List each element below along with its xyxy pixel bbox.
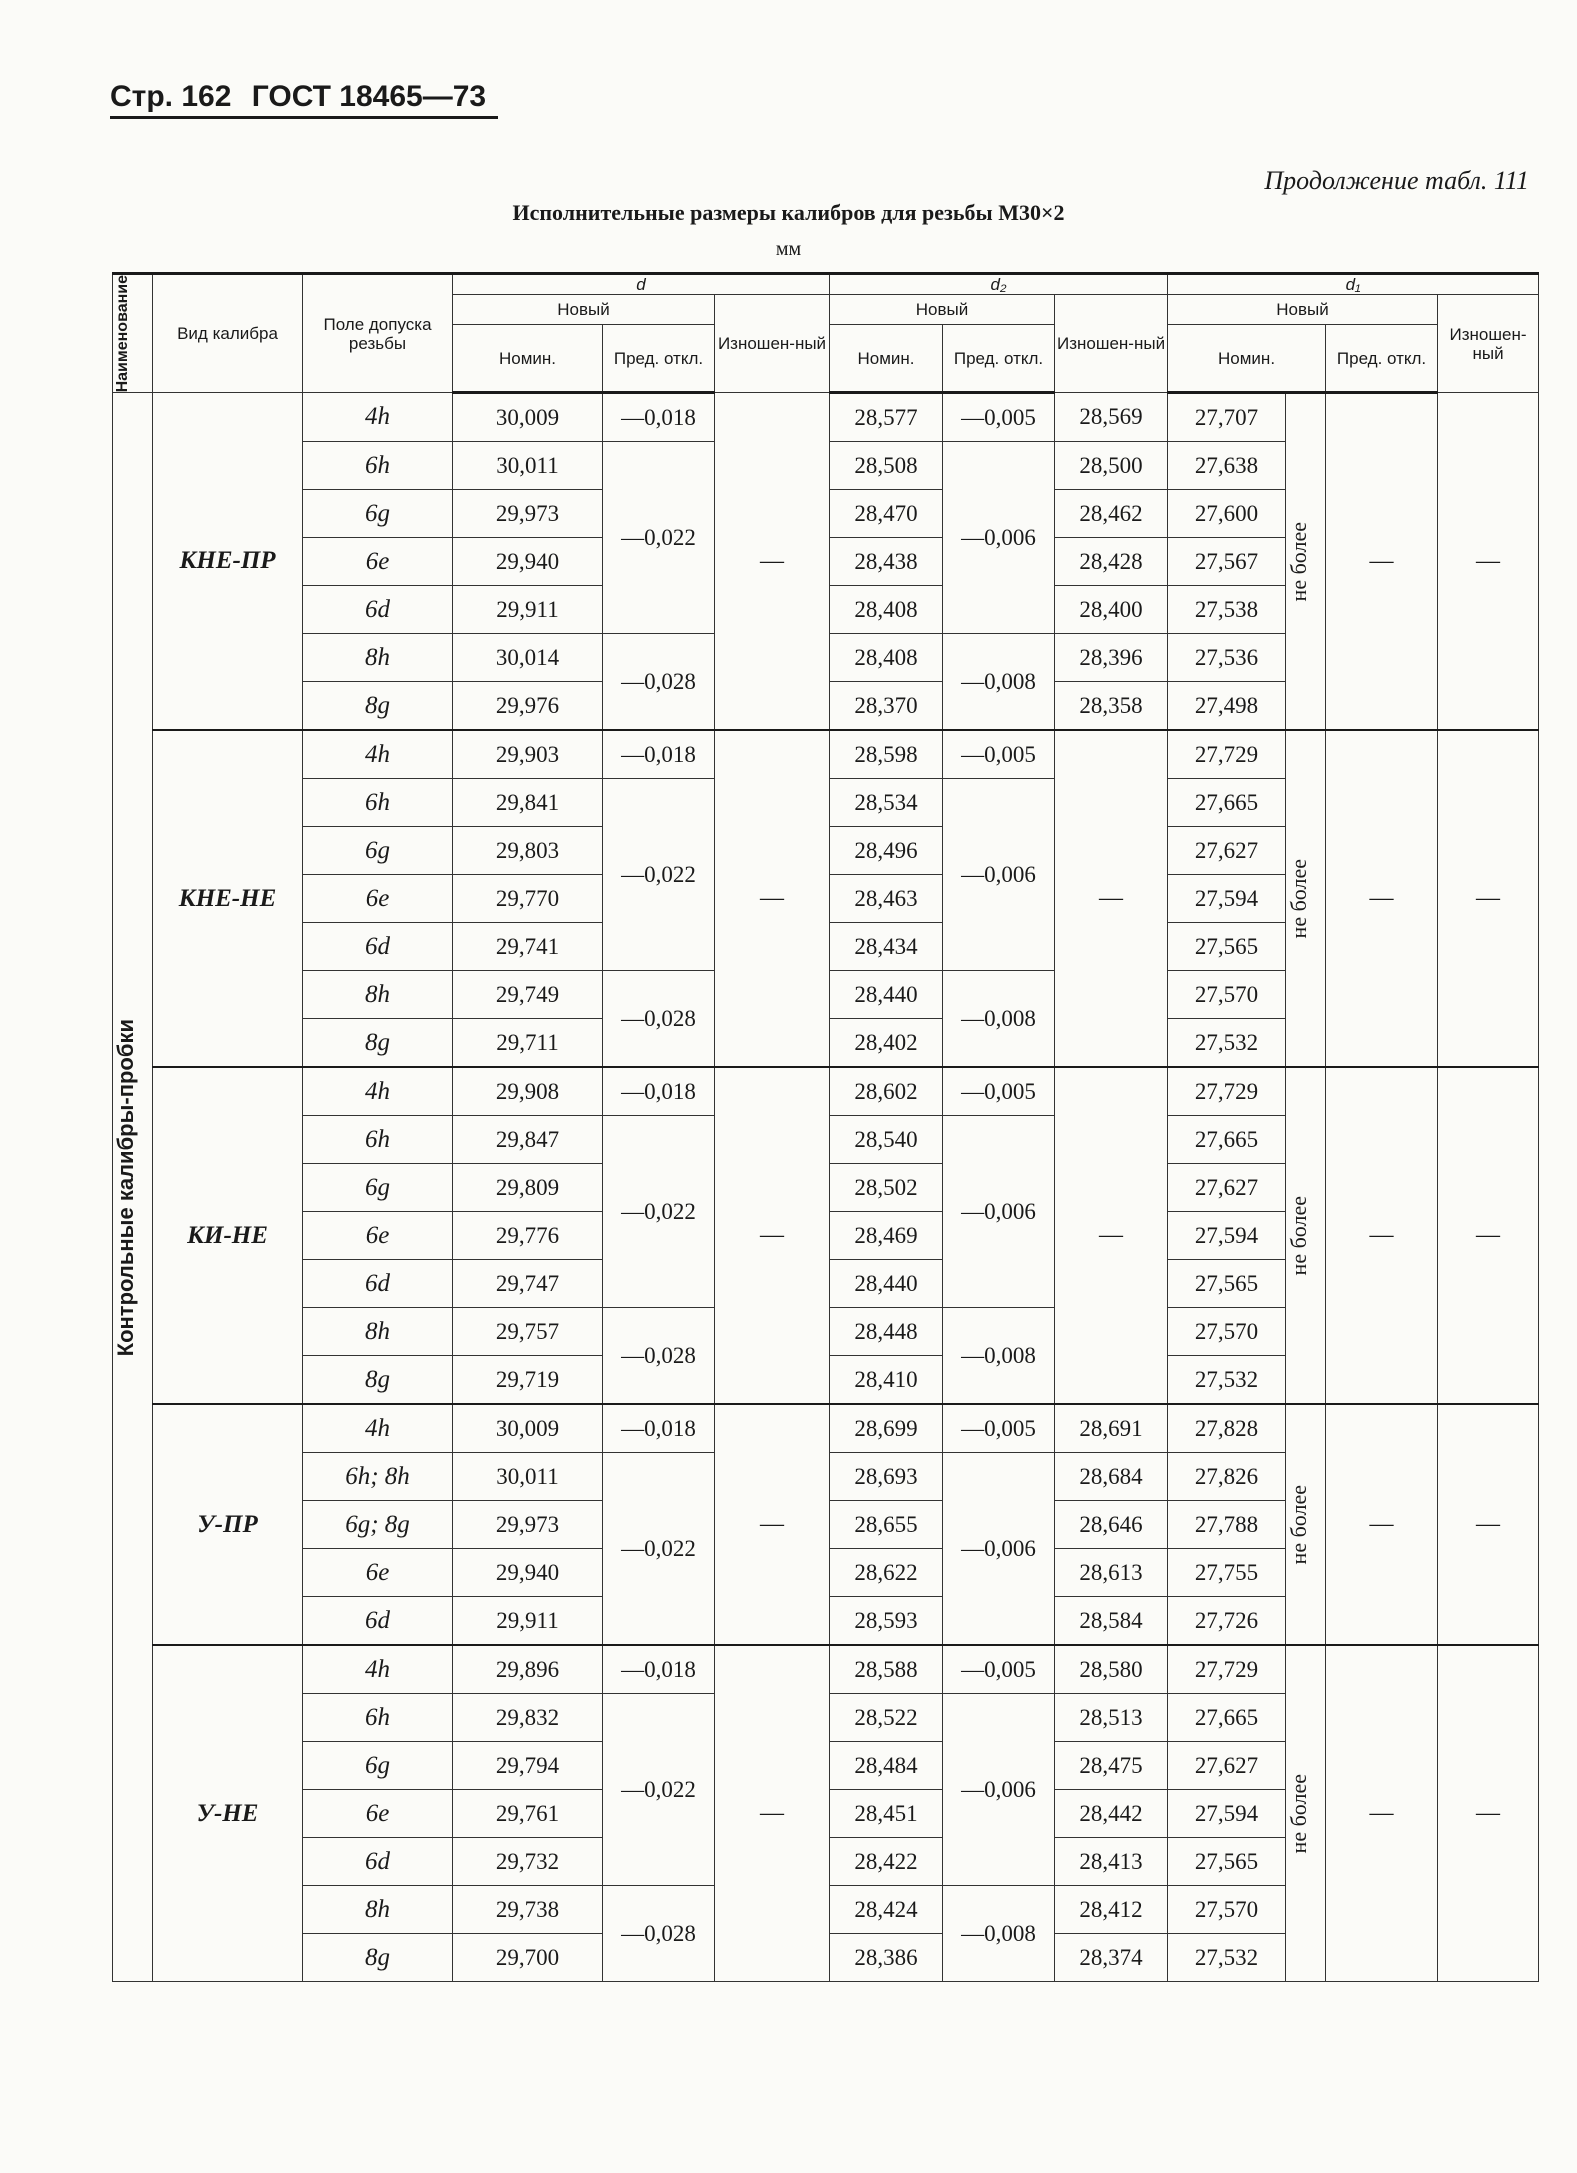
d2-nominal: 28,598 [830,730,943,779]
d-deviation: —0,028 [603,971,715,1068]
tolerance-field: 4h [303,1067,453,1116]
d2-nominal: 28,448 [830,1308,943,1356]
d1-nominal: 27,665 [1168,1694,1286,1742]
d-deviation: —0,018 [603,1645,715,1694]
gauge-kind: КНЕ-ПР [153,393,303,731]
d2-deviation: —0,006 [943,1116,1055,1308]
d1-new-header: Новый [1168,295,1438,325]
d2-nominal: 28,438 [830,538,943,586]
tolerance-field: 6g [303,827,453,875]
d1-nominal: 27,627 [1168,1742,1286,1790]
d-nominal: 29,908 [453,1067,603,1116]
d1-nominal: 27,600 [1168,490,1286,538]
d2-worn: 28,584 [1055,1597,1168,1646]
d-nominal: 29,732 [453,1838,603,1886]
d2-nominal: 28,408 [830,634,943,682]
tolerance-field: 8g [303,1356,453,1405]
d2-deviation: —0,005 [943,393,1055,442]
tolerance-field: 6d [303,1260,453,1308]
d-deviation: —0,022 [603,442,715,634]
d2-worn: 28,569 [1055,393,1168,442]
d-new-header: Новый [453,295,715,325]
d-dev-header: Пред. откл. [603,325,715,393]
d2-nominal: 28,402 [830,1019,943,1068]
standard-number: ГОСТ 18465—73 [251,80,487,113]
d1-nominal: 27,498 [1168,682,1286,731]
tolerance-field: 6h [303,1694,453,1742]
d2-nominal: 28,451 [830,1790,943,1838]
d2-nominal: 28,534 [830,779,943,827]
d1-limit-cell [1286,1067,1326,1404]
d1-limit-cell [1286,1645,1326,1982]
d-nominal: 29,896 [453,1645,603,1694]
group-label: Контрольные калибры-пробки [113,1018,138,1357]
col-name-header: Наименование [113,274,153,393]
d-nominal: 29,903 [453,730,603,779]
d1-nominal: 27,828 [1168,1404,1286,1453]
tolerance-field: 6d [303,1597,453,1646]
d1-limit-cell [1286,393,1326,731]
gauge-kind: КИ-НЕ [153,1067,303,1404]
d2-worn: — [1055,730,1168,1067]
d2-nominal: 28,440 [830,971,943,1019]
d-nominal: 29,940 [453,538,603,586]
tolerance-field: 6d [303,1838,453,1886]
d2-deviation: —0,005 [943,1645,1055,1694]
d-nominal: 29,719 [453,1356,603,1405]
d-nom-header: Номин. [453,325,603,393]
d1-deviation: — [1326,730,1438,1067]
tolerance-field: 6g; 8g [303,1501,453,1549]
d2-deviation: —0,005 [943,1404,1055,1453]
page-number: Стр. 162 [110,80,232,113]
d2-nominal: 28,502 [830,1164,943,1212]
tolerance-field: 8g [303,1019,453,1068]
d2-nominal: 28,470 [830,490,943,538]
d-worn: — [715,1404,830,1645]
ne-bolee-label: не более [1286,1485,1312,1565]
d2-nominal: 28,422 [830,1838,943,1886]
d2-nom-header: Номин. [830,325,943,393]
d-nominal: 29,832 [453,1694,603,1742]
tolerance-field: 6e [303,538,453,586]
d1-nominal: 27,627 [1168,1164,1286,1212]
d2-nominal: 28,602 [830,1067,943,1116]
d1-nominal: 27,638 [1168,442,1286,490]
tolerance-field: 8h [303,1886,453,1934]
d1-deviation: — [1326,1404,1438,1645]
d2-nominal: 28,540 [830,1116,943,1164]
d-deviation: —0,028 [603,634,715,731]
d-deviation: —0,018 [603,730,715,779]
table-row [113,730,1539,779]
d-nominal: 30,009 [453,1404,603,1453]
d2-nominal: 28,577 [830,393,943,442]
d-deviation: —0,022 [603,1453,715,1646]
d2-deviation: —0,008 [943,971,1055,1068]
tolerance-field: 8g [303,1934,453,1982]
d2-deviation: —0,008 [943,1308,1055,1405]
tolerance-field: 6g [303,1164,453,1212]
d2-worn: 28,413 [1055,1838,1168,1886]
d1-nominal: 27,565 [1168,1260,1286,1308]
d2-worn: 28,513 [1055,1694,1168,1742]
d1-nominal: 27,570 [1168,1886,1286,1934]
d-nominal: 29,809 [453,1164,603,1212]
d1-deviation: — [1326,393,1438,731]
d2-worn: 28,691 [1055,1404,1168,1453]
ne-bolee-label: не более [1286,859,1312,939]
d2-nominal: 28,424 [830,1886,943,1934]
d2-worn: — [1055,1067,1168,1404]
d1-nominal: 27,594 [1168,1212,1286,1260]
tolerance-field: 4h [303,1404,453,1453]
d2-new-header: Новый [830,295,1055,325]
d1-nominal: 27,755 [1168,1549,1286,1597]
d-nominal: 29,700 [453,1934,603,1982]
d2-dev-header: Пред. откл. [943,325,1055,393]
d1-worn: — [1438,730,1539,1067]
d2-nominal: 28,469 [830,1212,943,1260]
d1-nominal: 27,729 [1168,1067,1286,1116]
d2-deviation: —0,006 [943,779,1055,971]
gauge-kind: КНЕ-НЕ [153,730,303,1067]
d2-deviation: —0,006 [943,1694,1055,1886]
d1-worn: — [1438,393,1539,731]
d2-deviation: —0,008 [943,634,1055,731]
d2-nominal: 28,410 [830,1356,943,1405]
d1-nominal: 27,826 [1168,1453,1286,1501]
d-nominal: 29,794 [453,1742,603,1790]
d2-worn: 28,358 [1055,682,1168,731]
ne-bolee-label: не более [1286,522,1312,602]
d-deviation: —0,022 [603,1694,715,1886]
d1-nominal: 27,567 [1168,538,1286,586]
d2-nominal: 28,699 [830,1404,943,1453]
tolerance-field: 8h [303,1308,453,1356]
d-nominal: 29,973 [453,490,603,538]
table-row [113,1404,1539,1453]
d1-nominal: 27,532 [1168,1019,1286,1068]
table-row [113,1645,1539,1694]
d1-nominal: 27,532 [1168,1356,1286,1405]
d-nominal: 29,749 [453,971,603,1019]
d2-nominal: 28,463 [830,875,943,923]
ne-bolee-label: не более [1286,1774,1312,1854]
d1-nominal: 27,665 [1168,1116,1286,1164]
d2-worn: 28,580 [1055,1645,1168,1694]
tolerance-field: 6d [303,586,453,634]
tolerance-field: 4h [303,393,453,442]
ne-bolee-label: не более [1286,1196,1312,1276]
d2-nominal: 28,484 [830,1742,943,1790]
d-nominal: 29,776 [453,1212,603,1260]
tolerance-field: 4h [303,1645,453,1694]
d2-nominal: 28,588 [830,1645,943,1694]
d-deviation: —0,018 [603,393,715,442]
d2-worn: 28,396 [1055,634,1168,682]
group-label-cell [113,393,153,1982]
tolerance-field: 6d [303,923,453,971]
col-d-header: d [453,274,830,295]
d2-worn-header: Изношен-ный [1055,295,1168,393]
d2-nominal: 28,370 [830,682,943,731]
d2-nominal: 28,440 [830,1260,943,1308]
d2-nominal: 28,655 [830,1501,943,1549]
d-nominal: 29,738 [453,1886,603,1934]
d1-nominal: 27,665 [1168,779,1286,827]
d2-deviation: —0,008 [943,1886,1055,1982]
tolerance-field: 6h [303,1116,453,1164]
d-nominal: 29,711 [453,1019,603,1068]
gauge-kind: У-НЕ [153,1645,303,1982]
d-nominal: 29,911 [453,1597,603,1646]
tolerance-field: 6h [303,779,453,827]
d1-limit-cell [1286,730,1326,1067]
d-nominal: 29,741 [453,923,603,971]
d-deviation: —0,018 [603,1067,715,1116]
d2-deviation: —0,006 [943,442,1055,634]
d1-nominal: 27,538 [1168,586,1286,634]
d1-nominal: 27,565 [1168,1838,1286,1886]
d-nominal: 30,011 [453,442,603,490]
d2-worn: 28,442 [1055,1790,1168,1838]
tolerance-field: 4h [303,730,453,779]
d-nominal: 29,911 [453,586,603,634]
d2-worn: 28,400 [1055,586,1168,634]
tolerance-field: 8h [303,971,453,1019]
d-nominal: 30,014 [453,634,603,682]
d1-nominal: 27,570 [1168,971,1286,1019]
d2-nominal: 28,693 [830,1453,943,1501]
tolerance-field: 6e [303,1212,453,1260]
d-worn-header: Изношен-ный [715,295,830,393]
d1-limit-cell [1286,1404,1326,1645]
d-nominal: 29,757 [453,1308,603,1356]
d-nominal: 29,803 [453,827,603,875]
d-deviation: —0,028 [603,1886,715,1982]
d2-worn: 28,428 [1055,538,1168,586]
d-worn: — [715,1645,830,1982]
d-nominal: 29,770 [453,875,603,923]
d-nominal: 29,847 [453,1116,603,1164]
d1-nominal: 27,594 [1168,1790,1286,1838]
d1-nominal: 27,707 [1168,393,1286,442]
d1-dev-header: Пред. откл. [1326,325,1438,393]
d2-nominal: 28,386 [830,1934,943,1982]
d1-nominal: 27,729 [1168,1645,1286,1694]
d-nominal: 29,747 [453,1260,603,1308]
d2-nominal: 28,434 [830,923,943,971]
tolerance-field: 8h [303,634,453,682]
d2-deviation: —0,005 [943,1067,1055,1116]
d-deviation: —0,022 [603,779,715,971]
d1-nominal: 27,788 [1168,1501,1286,1549]
d2-worn: 28,475 [1055,1742,1168,1790]
d-nominal: 30,011 [453,1453,603,1501]
table-continuation: Продолжение табл. 111 [1264,166,1529,195]
col-d1-header: d₁ [1168,274,1539,295]
d-deviation: —0,028 [603,1308,715,1405]
tolerance-field: 6g [303,1742,453,1790]
d2-worn: 28,684 [1055,1453,1168,1501]
d1-worn-header: Изношен-ный [1438,295,1539,393]
d2-worn: 28,462 [1055,490,1168,538]
d-nominal: 29,973 [453,1501,603,1549]
page-header [110,80,498,119]
d1-nominal: 27,729 [1168,730,1286,779]
d-worn: — [715,730,830,1067]
tolerance-field: 6e [303,875,453,923]
d2-worn: 28,412 [1055,1886,1168,1934]
gauge-dimensions-table [112,272,1539,1982]
tolerance-field: 8g [303,682,453,731]
d2-worn: 28,500 [1055,442,1168,490]
d2-nominal: 28,593 [830,1597,943,1646]
d1-worn: — [1438,1645,1539,1982]
d1-deviation: — [1326,1067,1438,1404]
d1-nominal: 27,594 [1168,875,1286,923]
d2-nominal: 28,408 [830,586,943,634]
d-nominal: 29,761 [453,1790,603,1838]
table-body [113,393,1539,1982]
d-nominal: 30,009 [453,393,603,442]
d1-nominal: 27,565 [1168,923,1286,971]
d1-nominal: 27,627 [1168,827,1286,875]
d1-deviation: — [1326,1645,1438,1982]
tolerance-field: 6e [303,1549,453,1597]
col-field-header: Поле допуска резьбы [303,274,453,393]
d1-nominal: 27,726 [1168,1597,1286,1646]
d-deviation: —0,018 [603,1404,715,1453]
d-nominal: 29,976 [453,682,603,731]
d2-deviation: —0,005 [943,730,1055,779]
tolerance-field: 6h [303,442,453,490]
gauge-kind: У-ПР [153,1404,303,1645]
d1-worn: — [1438,1404,1539,1645]
d1-worn: — [1438,1067,1539,1404]
d2-worn: 28,613 [1055,1549,1168,1597]
d2-worn: 28,374 [1055,1934,1168,1982]
d-nominal: 29,940 [453,1549,603,1597]
d2-nominal: 28,622 [830,1549,943,1597]
col-kind-header: Вид калибра [153,274,303,393]
d-deviation: —0,022 [603,1116,715,1308]
d2-nominal: 28,522 [830,1694,943,1742]
table-row [113,1067,1539,1116]
d2-worn: 28,646 [1055,1501,1168,1549]
table-title: Исполнительные размеры калибров для резьбы М30×2 [512,200,1065,225]
d2-nominal: 28,496 [830,827,943,875]
d-nominal: 29,841 [453,779,603,827]
d1-nominal: 27,536 [1168,634,1286,682]
d-worn: — [715,1067,830,1404]
tolerance-field: 6e [303,1790,453,1838]
d2-nominal: 28,508 [830,442,943,490]
d1-nominal: 27,532 [1168,1934,1286,1982]
d1-nominal: 27,570 [1168,1308,1286,1356]
tolerance-field: 6g [303,490,453,538]
d-worn: — [715,393,830,731]
tolerance-field: 6h; 8h [303,1453,453,1501]
d1-nom-header: Номин. [1168,325,1326,393]
table-units: мм [775,238,802,260]
table-row [113,393,1539,442]
col-d2-header: d₂ [830,274,1168,295]
d2-deviation: —0,006 [943,1453,1055,1646]
